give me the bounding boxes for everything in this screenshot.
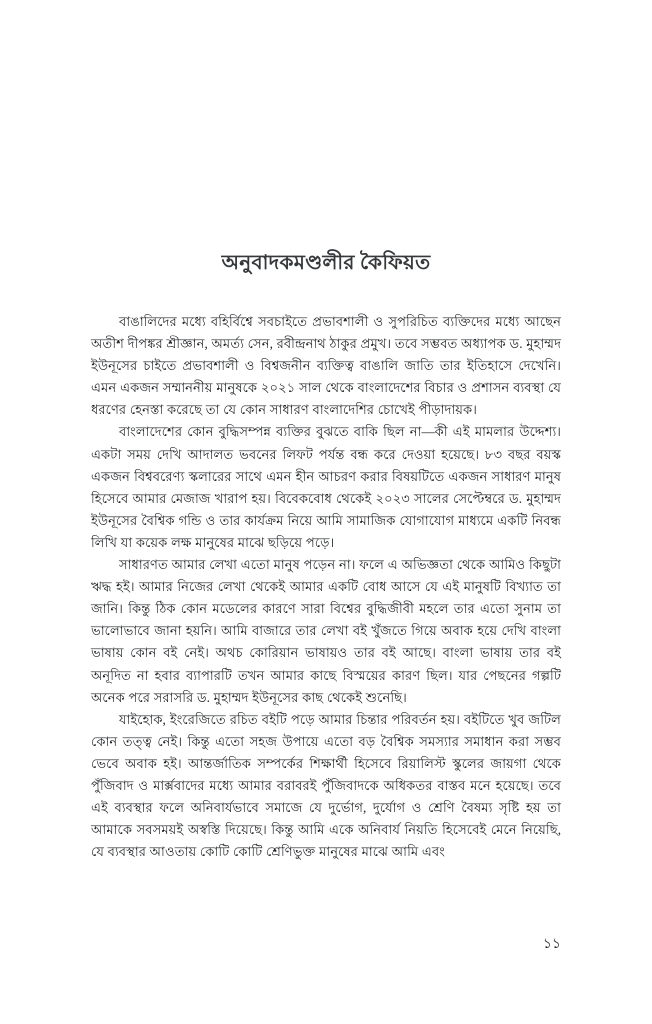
page-title: অনুবাদকমণ্ডলীর কৈফিয়ত	[221, 252, 431, 275]
paragraph: বাঙালিদের মধ্যে বহির্বিশ্বে সবচাইতে প্রভাবশালী ও সুপরিচিত ব্যক্তিদের মধ্যে আছেন অতীশ দীপঙ্কর শ্রীজ্ঞান, অমর্ত্য সেন, রবীন্দ্রনাথ ঠাকুর প্রমুখ। তবে সম্ভবত অধ্যাপক ড. মুহাম্মদ ইউনূসের চাইতে প্রভাবশালী ও বিশ্বজনীন ব্যক্তিত্ব বাঙালি জাতি তার ইতিহাসে দেখেনি। এমন একজন সম্মাননীয় মানুষকে ২০২১ সাল থেকে বাংলাদেশের বিচার ও প্রশাসন ব্যবস্থা যে ধরণের হেনস্তা করেছে তা যে কোন সাধারণ বাংলাদেশির চোখেই পীড়াদায়ক।	[91, 314, 561, 418]
paragraph: সাধারণত আমার লেখা এতো মানুষ পড়েন না। ফলে এ অভিজ্ঞতা থেকে আমিও কিছুটা ঋদ্ধ হই। আমার নিজের লেখা থেকেই আমার একটি বোধ আসে যে এই মানুষটি বিখ্যাত তা জানি। কিন্তু ঠিক কোন মডেলের কারণে সারা বিশ্বের বুদ্ধিজীবী মহলে তার এতো সুনাম তা ভালোভাবে জানা হয়নি। আমি বাজারে তার লেখা বই খুঁজতে গিয়ে অবাক হয়ে দেখি বাংলা ভাষায় কোন বই নেই। অথচ কোরিয়ান ভাষায়ও তার বই আছে। বাংলা ভাষায় তার বই অনূদিত না হবার ব্যাপারটি তখন আমার কাছে বিস্ময়ের কারণ ছিল। যার পেছনের গল্পটি অনেক পরে সরাসরি ড. মুহাম্মদ ইউনূসের কাছ থেকেই শুনেছি।	[91, 557, 561, 705]
body-text-block	[91, 311, 561, 863]
page-number: ১১	[542, 937, 561, 952]
paragraph: বাংলাদেশের কোন বুদ্ধিসম্পন্ন ব্যক্তির বুঝতে বাকি ছিল না—কী এই মামলার উদ্দেশ্য। একটা সময় দেখি আদালত ভবনের লিফট পর্যন্ত বন্ধ করে দেওয়া হয়েছে। ৮৩ বছর বয়স্ক একজন বিশ্ববরেণ্য স্কলারের সাথে এমন হীন আচরণ করার বিষয়টিতে একজন সাধারণ মানুষ হিসেবে আমার মেজাজ খারাপ হয়। বিবেকবোধ থেকেই ২০২৩ সালের সেপ্টেম্বরে ড. মুহাম্মদ ইউনূসের বৈশ্বিক গন্ডি ও তার কার্যক্রম নিয়ে আমি সামাজিক যোগাযোগ মাধ্যমে একটি নিবন্ধ লিখি যা কয়েক লক্ষ মানুষের মাঝে ছড়িয়ে পড়ে।	[91, 424, 561, 550]
paragraph: যাইহোক, ইংরেজিতে রচিত বইটি পড়ে আমার চিন্তার পরিবর্তন হয়। বইটিতে খুব জটিল কোন তত্ত্ব নেই। কিন্তু এতো সহজ উপায়ে এতো বড় বৈশ্বিক সমস্যার সমাধান করা সম্ভব ভেবে অবাক হই। আন্তর্জাতিক সম্পর্কের শিক্ষার্থী হিসেবে রিয়ালিস্ট স্কুলের জায়গা থেকে পুঁজিবাদ ও মার্ক্সবাদের মধ্যে আমার বরাবরই পুঁজিবাদকে অধিকতর বাস্তব মনে হয়েছে। তবে এই ব্যবস্থার ফলে অনিবার্যভাবে সমাজে যে দুর্ভোগ, দুর্যোগ ও শ্রেণি বৈষম্য সৃষ্টি হয় তা আমাকে সবসময়ই অস্বস্তি দিয়েছে। কিন্তু আমি একে অনিবার্য নিয়তি হিসেবেই মেনে নিয়েছি, যে ব্যবস্থার আওতায় কোটি কোটি শ্রেণিভুক্ত মানুষের মাঝে আমি এবং	[91, 711, 561, 860]
